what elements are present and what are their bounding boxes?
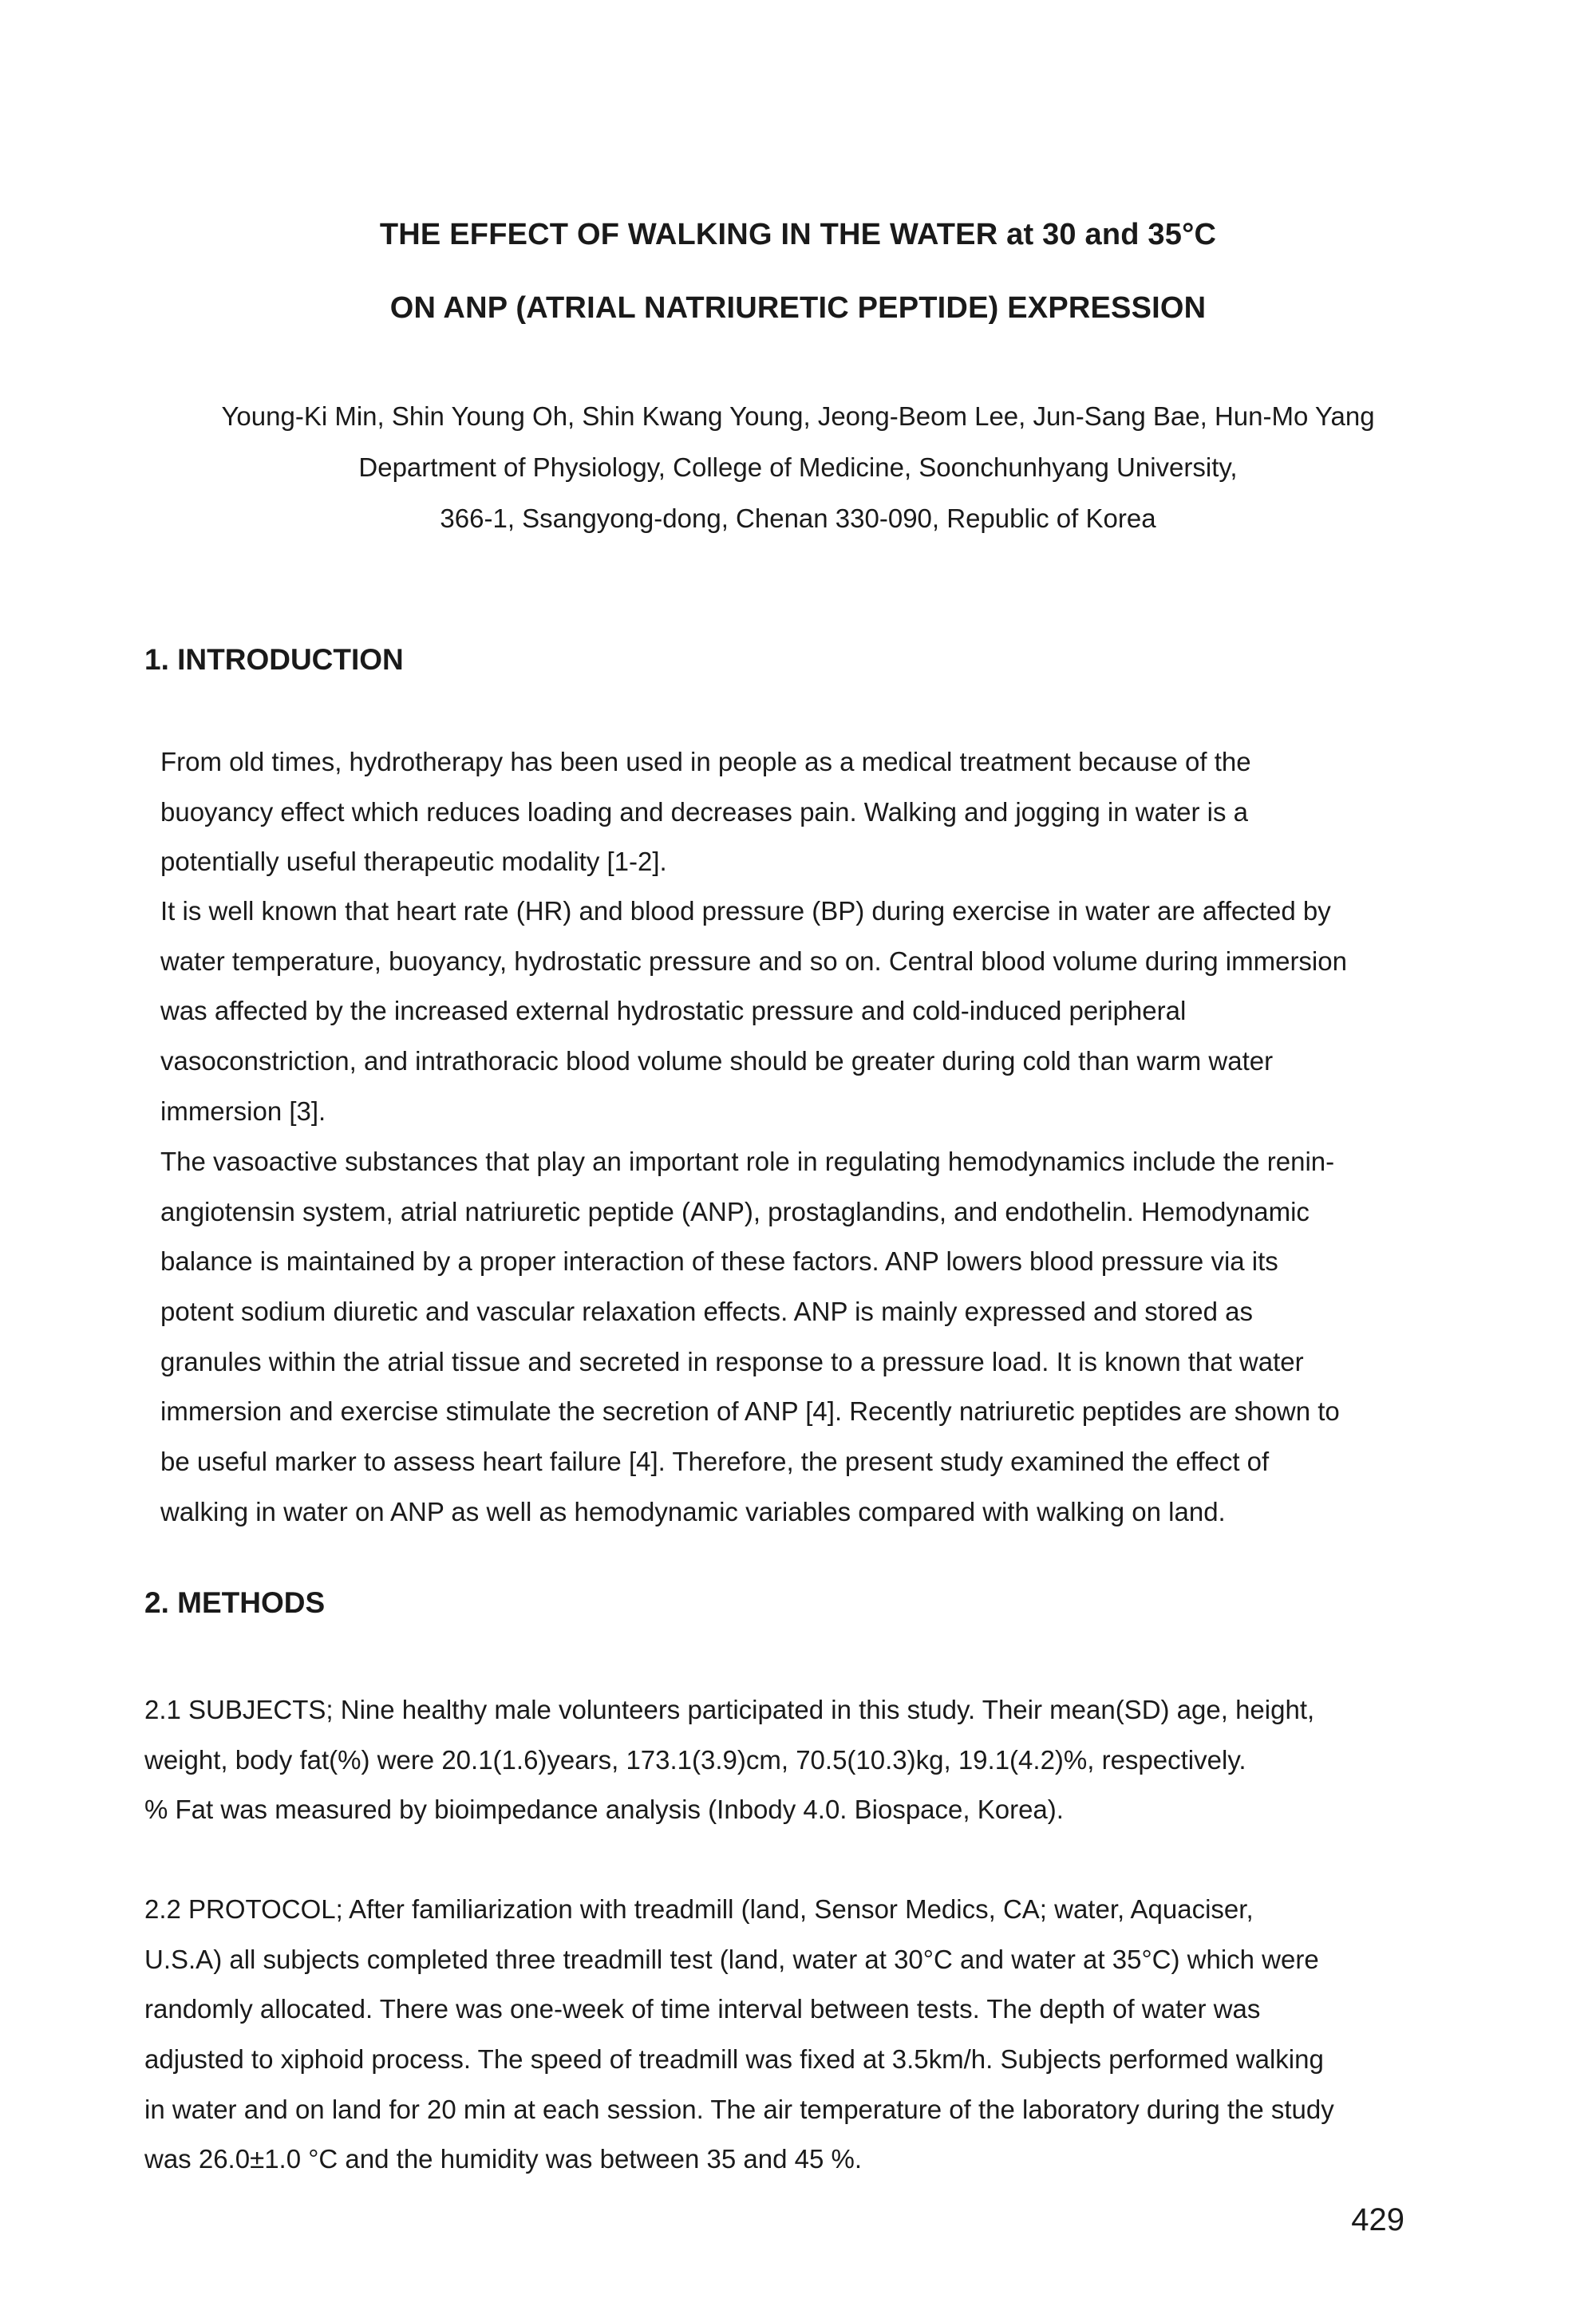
page-number: 429 [1351, 2202, 1404, 2237]
text-line: vasoconstriction, and intrathoracic blood volume should be greater during cold than warm water [160, 1046, 1274, 1076]
text-line: be useful marker to assess heart failure [4]. Therefore, the present study examined the effect of [160, 1447, 1270, 1477]
text-line: weight, body fat(%) were 20.1(1.6)years, 173.1(3.9)cm, 70.5(10.3)kg, 19.1(4.2)%, respectively. [144, 1744, 1246, 1775]
text-line: immersion [3]. [160, 1096, 326, 1126]
intro-paragraph-3 [144, 1137, 1405, 1538]
section-heading-methods: 2. METHODS [144, 1586, 326, 1619]
affiliation-line2: 366-1, Ssangyong-dong, Chenan 330-090, Republic of Korea [440, 503, 1156, 533]
text-line: was 26.0±1.0 °C and the humidity was between 35 and 45 %. [144, 2144, 863, 2174]
text-line: 2.2 PROTOCOL; After familiarization with treadmill (land, Sensor Medics, CA; water, Aquaciser, [144, 1894, 1254, 1924]
intro-paragraph-1 [144, 737, 1405, 887]
text-line: balance is maintained by a proper interaction of these factors. ANP lowers blood pressure via its [160, 1246, 1278, 1277]
methods-protocol-paragraph [144, 1885, 1405, 2185]
intro-paragraph-2 [144, 887, 1405, 1136]
text-line: was affected by the increased external hydrostatic pressure and cold-induced peripheral [160, 996, 1187, 1026]
text-line: It is well known that heart rate (HR) and blood pressure (BP) during exercise in water are affected by [160, 896, 1331, 926]
text-line: U.S.A) all subjects completed three treadmill test (land, water at 30°C and water at 35°C) which were [144, 1944, 1319, 1974]
text-line: The vasoactive substances that play an important role in regulating hemodynamics include the renin- [160, 1147, 1335, 1176]
text-line: buoyancy effect which reduces loading and decreases pain. Walking and jogging in water is a [160, 796, 1249, 827]
text-line: walking in water on ANP as well as hemodynamic variables compared with walking on land. [160, 1496, 1226, 1526]
section-heading-introduction: 1. INTRODUCTION [144, 643, 404, 676]
methods-subjects-paragraph [144, 1685, 1405, 1835]
affiliation-line1: Department of Physiology, College of Medicine, Soonchunhyang University, [358, 452, 1238, 482]
text-line: randomly allocated. There was one-week of time interval between tests. The depth of water was [144, 1994, 1261, 2024]
text-line: potent sodium diuretic and vascular relaxation effects. ANP is mainly expressed and stored as [160, 1297, 1254, 1327]
text-line: From old times, hydrotherapy has been used in people as a medical treatment because of the [160, 747, 1251, 776]
text-line: in water and on land for 20 min at each session. The air temperature of the laboratory during the study [144, 2094, 1334, 2124]
text-line: adjusted to xiphoid process. The speed of treadmill was fixed at 3.5km/h. Subjects performed walking [144, 2044, 1324, 2075]
text-line: water temperature, buoyancy, hydrostatic pressure and so on. Central blood volume during immersion [160, 946, 1347, 976]
text-line: 2.1 SUBJECTS; Nine healthy male volunteers participated in this study. Their mean(SD) age, height, [144, 1695, 1315, 1724]
text-line: angiotensin system, atrial natriuretic peptide (ANP), prostaglandins, and endothelin. Hemodynamic [160, 1196, 1310, 1226]
author-names: Young-Ki Min, Shin Young Oh, Shin Kwang Young, Jeong-Beom Lee, Jun-Sang Bae, Hun-Mo Yang [221, 401, 1375, 431]
paper-title-line1: THE EFFECT OF WALKING IN THE WATER at 30 and 35°C [379, 218, 1217, 251]
text-line: granules within the atrial tissue and secreted in response to a pressure load. It is known that water [160, 1346, 1304, 1376]
paper-title-line2: ON ANP (ATRIAL NATRIURETIC PEPTIDE) EXPRESSION [389, 291, 1207, 325]
text-line: % Fat was measured by bioimpedance analysis (Inbody 4.0. Biospace, Korea). [144, 1795, 1064, 1825]
author-block [0, 391, 1596, 544]
text-line: immersion and exercise stimulate the secretion of ANP [4]. Recently natriuretic peptides are shown to [160, 1396, 1340, 1427]
text-line: potentially useful therapeutic modality [1-2]. [160, 847, 667, 877]
